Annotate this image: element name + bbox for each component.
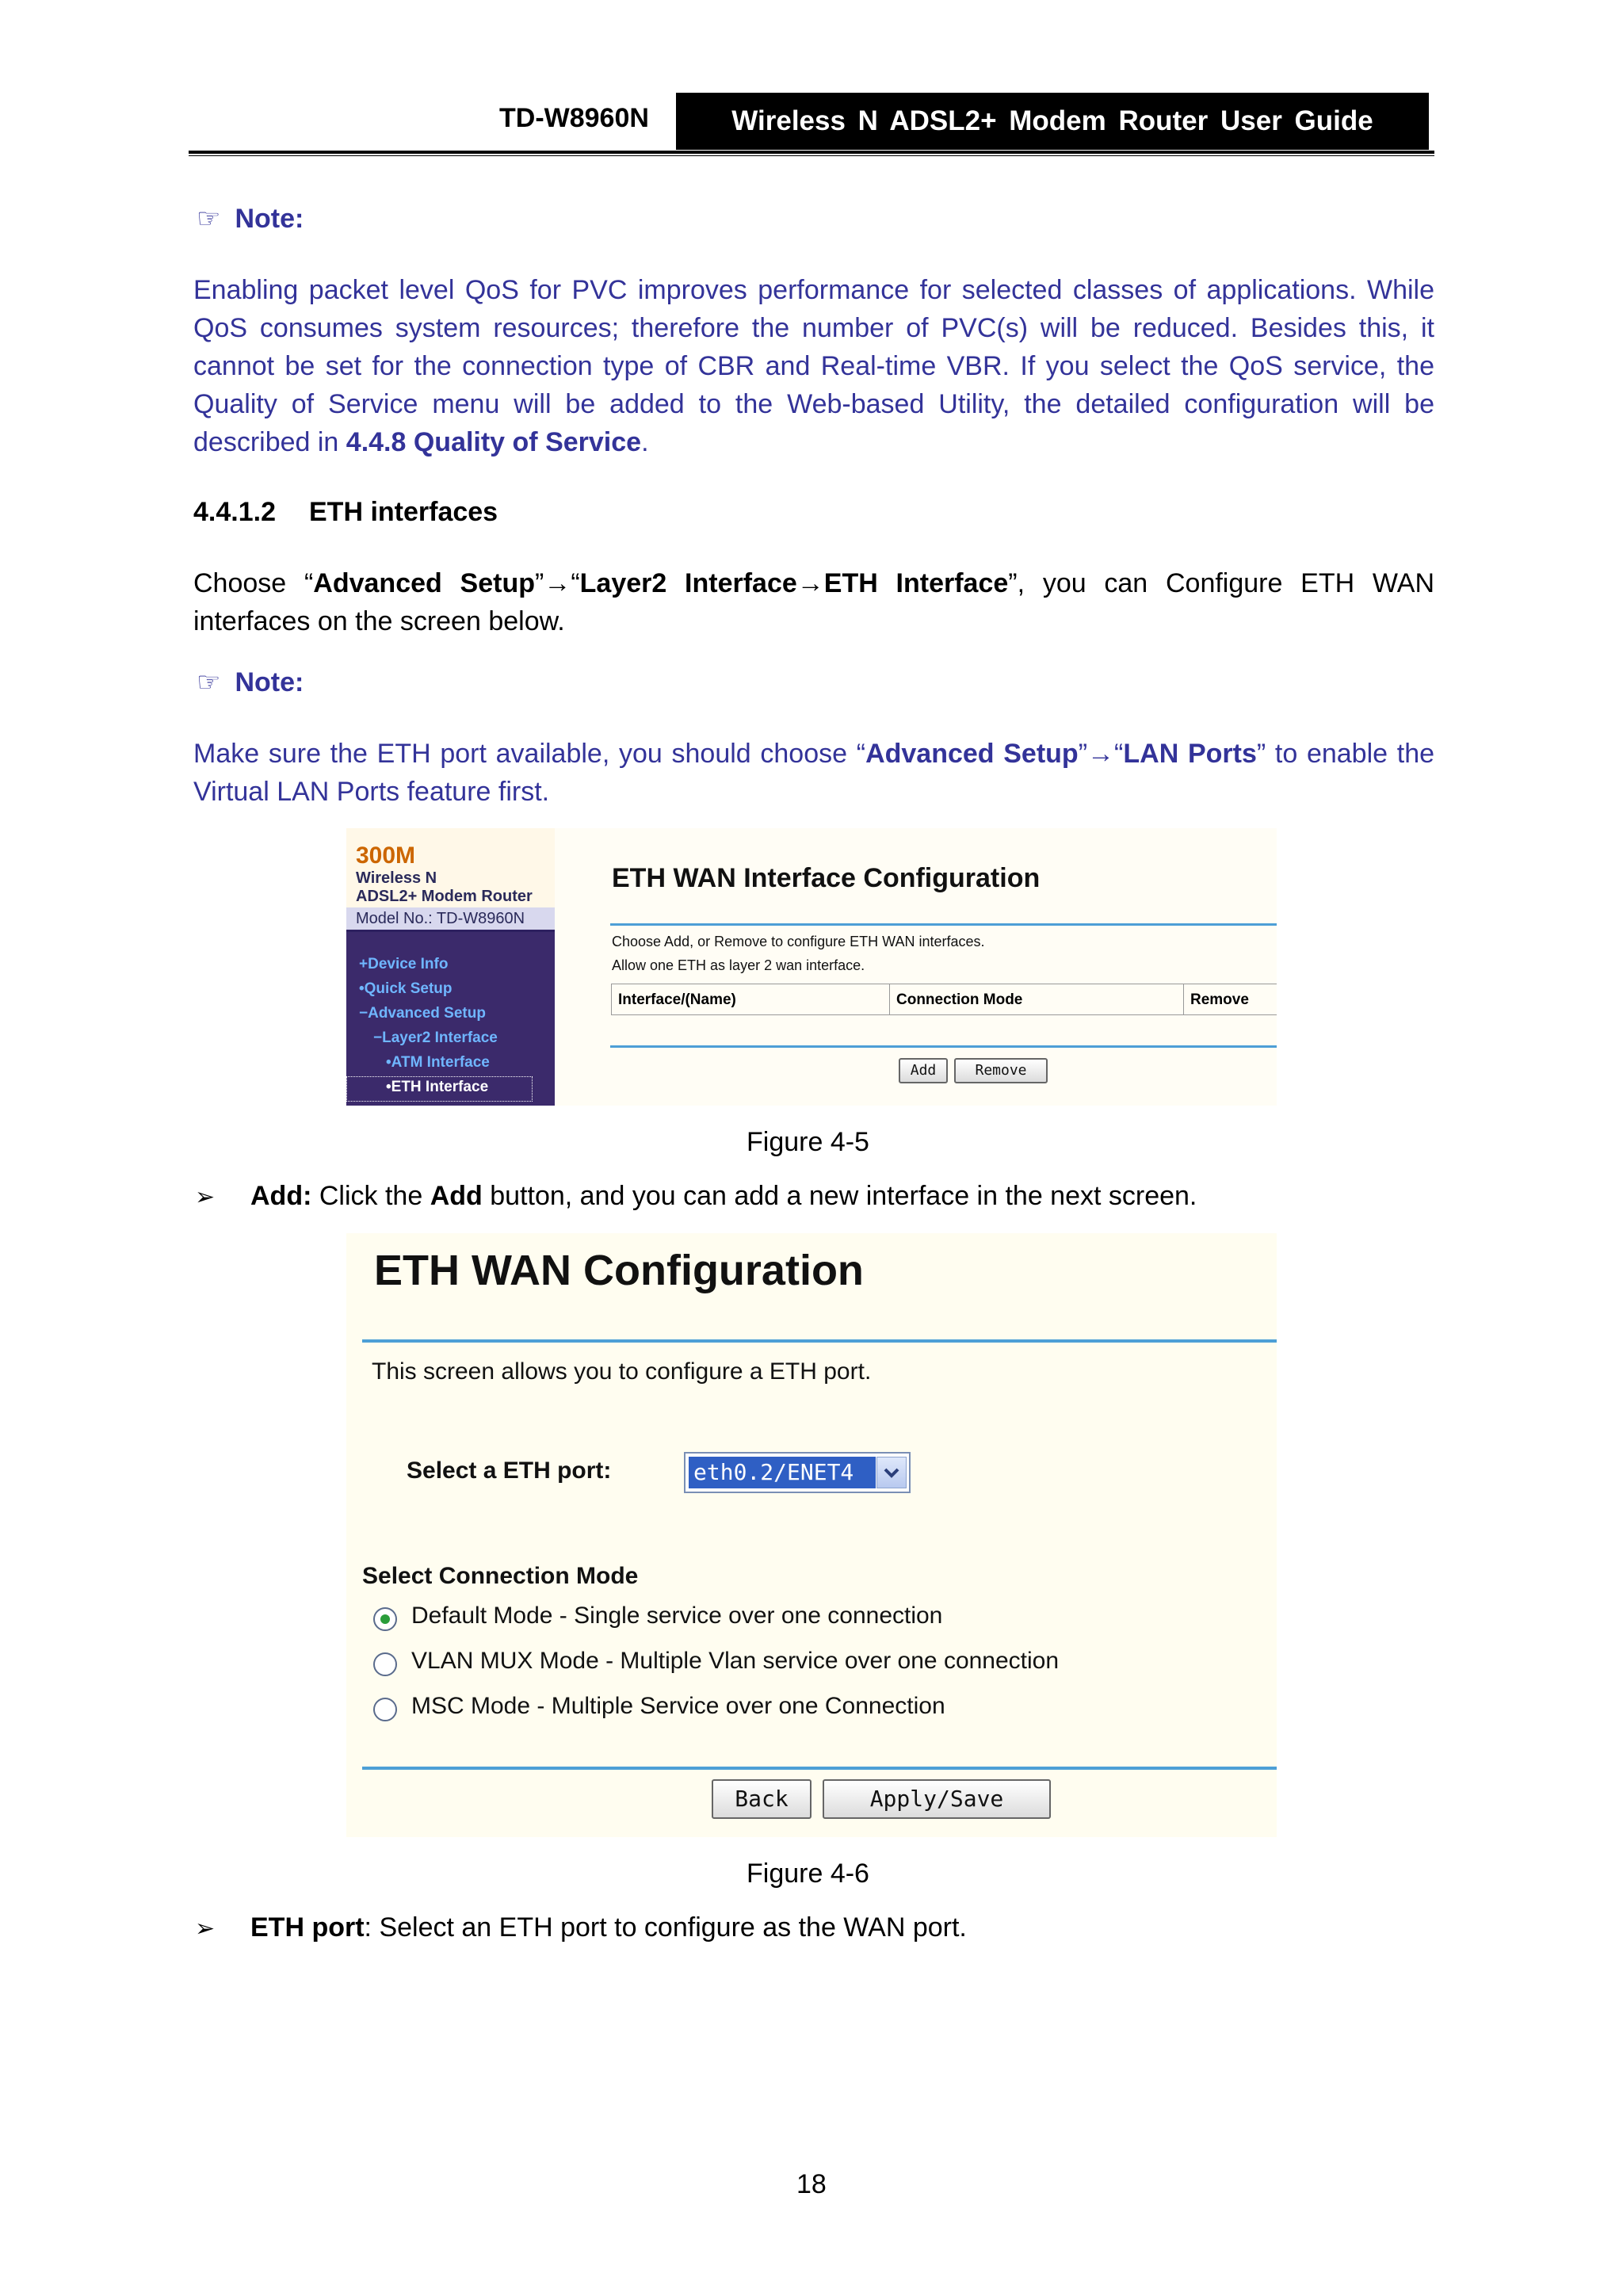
- header-model: TD-W8960N: [499, 103, 649, 133]
- apply-save-button[interactable]: Apply/Save: [823, 1779, 1051, 1819]
- bullet-add: Add: Click the Add button, and you can add a new interface in the next screen.: [250, 1181, 1197, 1211]
- note-paragraph: Enabling packet level QoS for PVC improves performance for selected classes of applications. While QoS consumes system resources; therefore the number of PVC(s) will be reduced. Besides this, it cannot be set for the connection type of CBR and Real-time VBR. If you select the QoS service, the Quality of Service menu will be added to the Web-based Utility, the detailed configuration will be described in 4.4.8 Quality of Service.: [193, 275, 1434, 457]
- bullet-eth-port: ETH port: Select an ETH port to configure as the WAN port.: [250, 1912, 967, 1943]
- logo: [346, 828, 555, 932]
- nav-device-info[interactable]: +Device Info: [359, 956, 449, 972]
- title-rule: [610, 923, 1277, 926]
- bullet-arrow-icon: ➢: [195, 1916, 216, 1942]
- figure-caption-4-6: Figure 4-6: [747, 1859, 869, 1889]
- eth-wan-desc: This screen allows you to configure a ETH port.: [372, 1358, 872, 1385]
- pointing-hand-icon: ☞: [197, 204, 221, 234]
- radio-msc-mode[interactable]: [373, 1698, 397, 1721]
- nav-eth-interface[interactable]: •ETH Interface: [386, 1079, 489, 1095]
- intro-paragraph: Choose “Advanced Setup”→“Layer2 Interface→ETH Interface”, you can Configure ETH WAN interfaces on the screen below.: [193, 568, 1434, 636]
- note-label: Note:: [235, 667, 304, 697]
- nav-quick-setup[interactable]: •Quick Setup: [359, 980, 453, 997]
- note-paragraph-2: Make sure the ETH port available, you should choose “Advanced Setup”→“LAN Ports” to enable the Virtual LAN Ports feature first.: [193, 739, 1435, 807]
- chevron-down-icon: [877, 1457, 906, 1488]
- figure-eth-wan-interface-configuration: [346, 828, 1277, 1106]
- eth-port-selected-value: eth0.2/ENET4: [689, 1457, 876, 1488]
- default-mode-label: Default Mode - Single service over one connection: [411, 1603, 943, 1629]
- note-heading: [197, 203, 304, 235]
- eth-port-select[interactable]: [684, 1452, 911, 1493]
- radio-default-mode[interactable]: [373, 1607, 397, 1631]
- pointing-hand-icon: ☞: [197, 667, 221, 697]
- page-number: 18: [796, 2169, 827, 2199]
- add-button[interactable]: Add: [899, 1058, 948, 1083]
- note-heading-2: [197, 667, 304, 698]
- section-number: 4.4.1.2: [193, 497, 276, 527]
- nav-advanced-setup[interactable]: −Advanced Setup: [359, 1005, 486, 1022]
- radio-vlan-mux-mode[interactable]: [373, 1652, 397, 1676]
- config-desc-2: Allow one ETH as layer 2 wan interface.: [612, 957, 865, 973]
- bullet-arrow-icon: ➢: [195, 1184, 216, 1210]
- bottom-rule: [362, 1767, 1277, 1770]
- logo-brand: 300M: [356, 842, 416, 869]
- quality-of-service-link[interactable]: 4.4.8 Quality of Service: [346, 427, 642, 457]
- back-button[interactable]: Back: [712, 1779, 812, 1819]
- eth-wan-title: ETH WAN Configuration: [374, 1247, 864, 1294]
- logo-line-1: Wireless N: [356, 869, 437, 887]
- remove-button[interactable]: Remove: [954, 1058, 1048, 1083]
- header-rule-thin: [189, 155, 1434, 156]
- config-desc-1: Choose Add, or Remove to configure ETH WAN interfaces.: [612, 934, 985, 949]
- table-rule: [610, 1045, 1277, 1048]
- vlan-mux-mode-label: VLAN MUX Mode - Multiple Vlan service over one connection: [411, 1648, 1060, 1674]
- section-title: ETH interfaces: [309, 497, 498, 527]
- column-interface-name: Interface/(Name): [611, 984, 890, 1015]
- note-label: Note:: [235, 204, 304, 234]
- column-connection-mode: Connection Mode: [889, 984, 1184, 1015]
- figure-eth-wan-configuration: [346, 1233, 1277, 1837]
- title-rule: [362, 1339, 1277, 1343]
- eth-port-label: Select a ETH port:: [407, 1457, 612, 1484]
- column-remove: Remove: [1183, 984, 1277, 1015]
- connection-mode-label: Select Connection Mode: [362, 1563, 639, 1589]
- sidebar: [346, 828, 555, 1106]
- header-guide-title: Wireless N ADSL2+ Modem Router User Guide: [676, 93, 1429, 150]
- radio-selected-dot: [380, 1614, 390, 1624]
- nav-atm-interface[interactable]: •ATM Interface: [386, 1054, 490, 1071]
- config-title: ETH WAN Interface Configuration: [612, 863, 1041, 893]
- logo-line-2: ADSL2+ Modem Router: [356, 888, 533, 905]
- figure-caption-4-5: Figure 4-5: [747, 1127, 869, 1157]
- msc-mode-label: MSC Mode - Multiple Service over one Connection: [411, 1693, 945, 1719]
- nav-layer2-interface[interactable]: −Layer2 Interface: [373, 1030, 498, 1046]
- dropdown-button[interactable]: [876, 1457, 907, 1488]
- logo-model: Model No.: TD-W8960N: [346, 907, 555, 930]
- header-rule: [189, 151, 1434, 154]
